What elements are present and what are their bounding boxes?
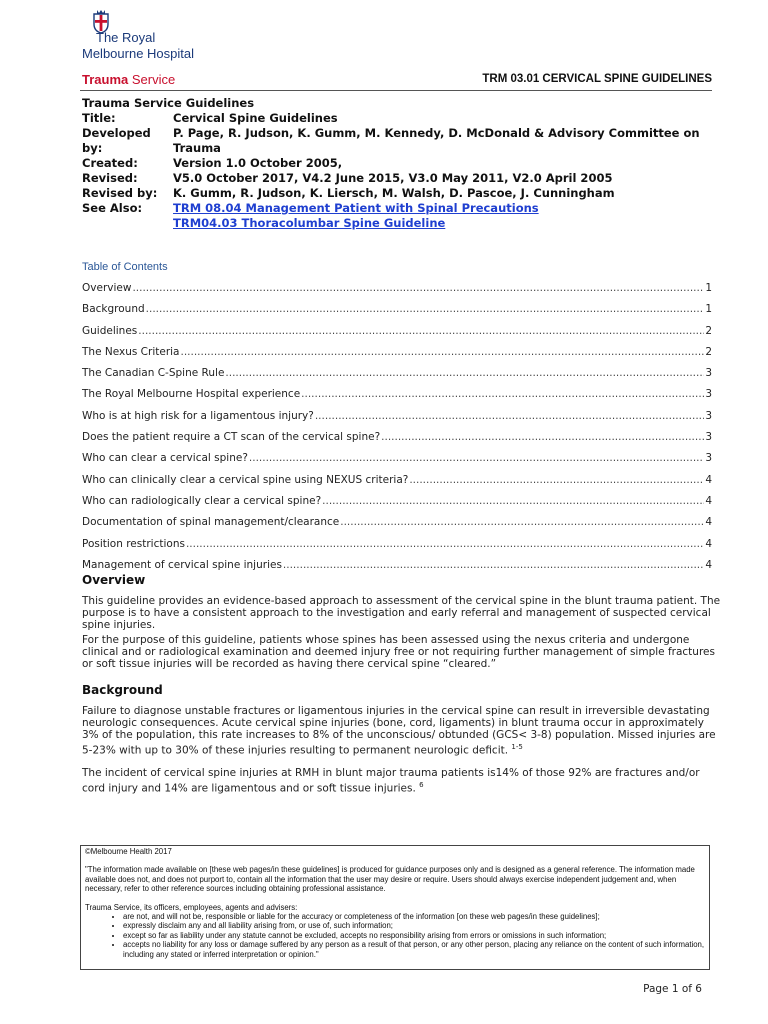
toc-dot-leader xyxy=(301,388,704,400)
toc-item-label: Management of cervical spine injuries xyxy=(82,558,282,571)
toc-item-page: 3 xyxy=(705,388,712,401)
toc-item-label: Who can radiologically clear a cervical spine? xyxy=(82,494,322,507)
overview-paragraph-2: For the purpose of this guideline, patients whose spines has been assessed using the nexus criteria and undergone clinical and or radiological examination and deemed injury free or not requiring further management of simple fractures or soft tissue injuries will be recorded as having there cervical spine “cleared.” xyxy=(82,634,715,670)
copyright-notice: ©Melbourne Health 2017 xyxy=(85,847,172,856)
toc-item[interactable] xyxy=(82,516,712,537)
meta-value: P. Page, R. Judson, K. Gumm, M. Kennedy, D. McDonald & Advisory Committee on Trauma xyxy=(173,126,700,155)
disclaimer-notice: "The information made available on [these web pages/in these guidelines] is produced for guidance purposes only and is designed as a general reference. The information made available does not, and does not purport to, contain all the information that the user may desire or require. Users should always exercise independent judgement and, when necessary, refer to other reference sources including obtaining professional assistance. xyxy=(85,865,695,894)
toc-item-page: 4 xyxy=(705,473,712,486)
toc-dot-leader xyxy=(381,431,704,443)
toc-item-page: 2 xyxy=(705,324,712,337)
meta-row-developed-by xyxy=(82,126,722,156)
toc-item[interactable] xyxy=(82,474,712,495)
meta-row-revised-by xyxy=(82,186,722,201)
meta-label: Created: xyxy=(82,156,138,170)
disclaimer-item: • except so far as liability under any statute cannot be excluded, accepts no responsibility arising from errors or omissions in such information; xyxy=(123,931,705,940)
logo-text-line2: Melbourne Hospital xyxy=(82,46,195,61)
service-name-bold: Trauma xyxy=(82,72,129,87)
service-name-rest: Service xyxy=(128,72,176,87)
document-metadata xyxy=(82,96,722,231)
link-thoracolumbar-guideline[interactable]: TRM04.03 Thoracolumbar Spine Guideline xyxy=(173,216,446,230)
see-also-links xyxy=(173,201,722,231)
toc-item-label: Who can clinically clear a cervical spine using NEXUS criteria? xyxy=(82,473,409,486)
toc-item[interactable] xyxy=(82,495,712,516)
disclaimer-item: • are not, and will not be, responsible or liable for the accuracy or completeness of the information [on these web pages/in these guidelines]; xyxy=(123,912,705,921)
page-number: Page 1 of 6 xyxy=(643,983,702,995)
background-paragraph-2 xyxy=(82,767,722,795)
toc-item-page: 3 xyxy=(705,452,712,465)
toc-item[interactable] xyxy=(82,410,712,431)
disclaimer-item: • accepts no liability for any loss or damage suffered by any person as a result of that person, or any other person, placing any reliance on the content of such information, including any stated or inferred interpretation or opinion." xyxy=(123,940,705,959)
meta-value: K. Gumm, R. Judson, K. Liersch, M. Walsh, D. Pascoe, J. Cunningham xyxy=(173,186,615,200)
meta-row-revised xyxy=(82,171,722,186)
disclaimer-box xyxy=(80,845,710,970)
background-paragraph-1-text: Failure to diagnose unstable fractures or ligamentous injuries in the cervical spine can result in irreversible devastating neurologic consequences. Acute cervical spine injuries (bone, cord, ligaments) in blunt trauma occur in approximately 3% of the population, this rate increases to 8% of the unconscious/ obtunded (GCS< 3-8) population. Missed injuries are 5-23% with up to 30% of these injuries resulting to permanent neurologic deficit. xyxy=(82,705,716,757)
meta-label: Revised by: xyxy=(82,186,158,200)
toc-item[interactable] xyxy=(82,388,712,409)
toc-item-page: 3 xyxy=(705,409,712,422)
document-header xyxy=(80,72,712,91)
toc-item-label: Guidelines xyxy=(82,324,138,337)
document-code: TRM 03.01 CERVICAL SPINE GUIDELINES xyxy=(482,73,712,85)
background-paragraph-2-text: The incident of cervical spine injuries at RMH in blunt major trauma patients is14% of those 92% are fractures and/or cord injury and 14% are ligamentous and or soft tissue injuries. xyxy=(82,767,700,795)
meta-label: Revised: xyxy=(82,171,138,185)
meta-label: Developed by: xyxy=(82,126,151,155)
citation-superscript: 1-5 xyxy=(511,743,523,751)
toc-item-page: 3 xyxy=(705,367,712,380)
toc-item[interactable] xyxy=(82,452,712,473)
toc-dot-leader xyxy=(315,410,704,422)
toc-item-label: Background xyxy=(82,303,145,316)
meta-value: Version 1.0 October 2005, xyxy=(173,156,343,170)
toc-item-page: 4 xyxy=(705,516,712,529)
toc-item[interactable] xyxy=(82,303,712,324)
service-name xyxy=(82,72,175,87)
toc-dot-leader xyxy=(322,495,704,507)
toc-dot-leader xyxy=(180,346,704,358)
meta-value: V5.0 October 2017, V4.2 June 2015, V3.0 May 2011, V2.0 April 2005 xyxy=(173,171,613,185)
toc-item-label: Documentation of spinal management/clearance xyxy=(82,516,340,529)
toc-dot-leader xyxy=(186,538,704,550)
meta-row-title xyxy=(82,111,722,126)
toc-dot-leader xyxy=(138,325,704,337)
meta-label: See Also: xyxy=(82,201,143,215)
hospital-logo xyxy=(82,10,232,62)
toc-item[interactable] xyxy=(82,559,712,580)
toc-item-page: 1 xyxy=(705,282,712,294)
toc-dot-leader xyxy=(409,474,704,486)
toc-item-label: Position restrictions xyxy=(82,537,185,550)
toc-item-label: The Nexus Criteria xyxy=(82,345,180,358)
toc-item-page: 1 xyxy=(705,303,712,316)
toc-dot-leader xyxy=(340,516,704,528)
guidelines-heading: Trauma Service Guidelines xyxy=(82,96,255,110)
table-of-contents xyxy=(82,282,712,580)
toc-dot-leader xyxy=(132,282,704,294)
toc-item-page: 2 xyxy=(705,345,712,358)
citation-superscript: 6 xyxy=(419,781,424,789)
toc-item-label: Overview xyxy=(82,282,132,294)
toc-item-label: Who can clear a cervical spine? xyxy=(82,452,248,465)
meta-value: Cervical Spine Guidelines xyxy=(173,111,338,125)
toc-dot-leader xyxy=(283,559,704,571)
disclaimer-item: • expressly disclaim any and all liability arising from, or use of, such information; xyxy=(123,921,705,930)
toc-item-label: The Canadian C-Spine Rule xyxy=(82,367,225,380)
meta-row-see-also xyxy=(82,201,722,231)
toc-item-page: 4 xyxy=(705,494,712,507)
overview-heading: Overview xyxy=(82,573,146,587)
toc-item[interactable] xyxy=(82,367,712,388)
overview-paragraph-1: This guideline provides an evidence-based approach to assessment of the cervical spine in the blunt trauma patient. The purpose is to have a consistent approach to the investigation and early referral and management of suspected cervical spine injuries. xyxy=(82,595,721,631)
toc-dot-leader xyxy=(225,367,704,379)
toc-item[interactable] xyxy=(82,538,712,559)
meta-row-created xyxy=(82,156,722,171)
toc-item-page: 3 xyxy=(705,431,712,444)
toc-title: Table of Contents xyxy=(82,261,168,273)
toc-item[interactable] xyxy=(82,282,712,303)
toc-item-page: 4 xyxy=(705,558,712,571)
disclaimer-intro: Trauma Service, its officers, employees, agents and advisers: xyxy=(85,902,298,912)
disclaimer-list xyxy=(85,912,705,959)
link-spinal-precautions[interactable]: TRM 08.04 Management Patient with Spinal Precautions xyxy=(173,201,539,215)
toc-item-page: 4 xyxy=(705,537,712,550)
logo-text-line1: The Royal xyxy=(96,30,156,45)
meta-label: Title: xyxy=(82,111,116,125)
background-paragraph-1 xyxy=(82,705,722,757)
toc-item-label: Does the patient require a CT scan of the cervical spine? xyxy=(82,431,381,444)
toc-dot-leader xyxy=(249,452,704,464)
toc-item[interactable] xyxy=(82,325,712,346)
background-heading: Background xyxy=(82,683,163,697)
toc-dot-leader xyxy=(146,303,705,315)
toc-item[interactable] xyxy=(82,346,712,367)
toc-item-label: Who is at high risk for a ligamentous injury? xyxy=(82,409,314,422)
toc-item-label: The Royal Melbourne Hospital experience xyxy=(82,388,301,401)
toc-item[interactable] xyxy=(82,431,712,452)
